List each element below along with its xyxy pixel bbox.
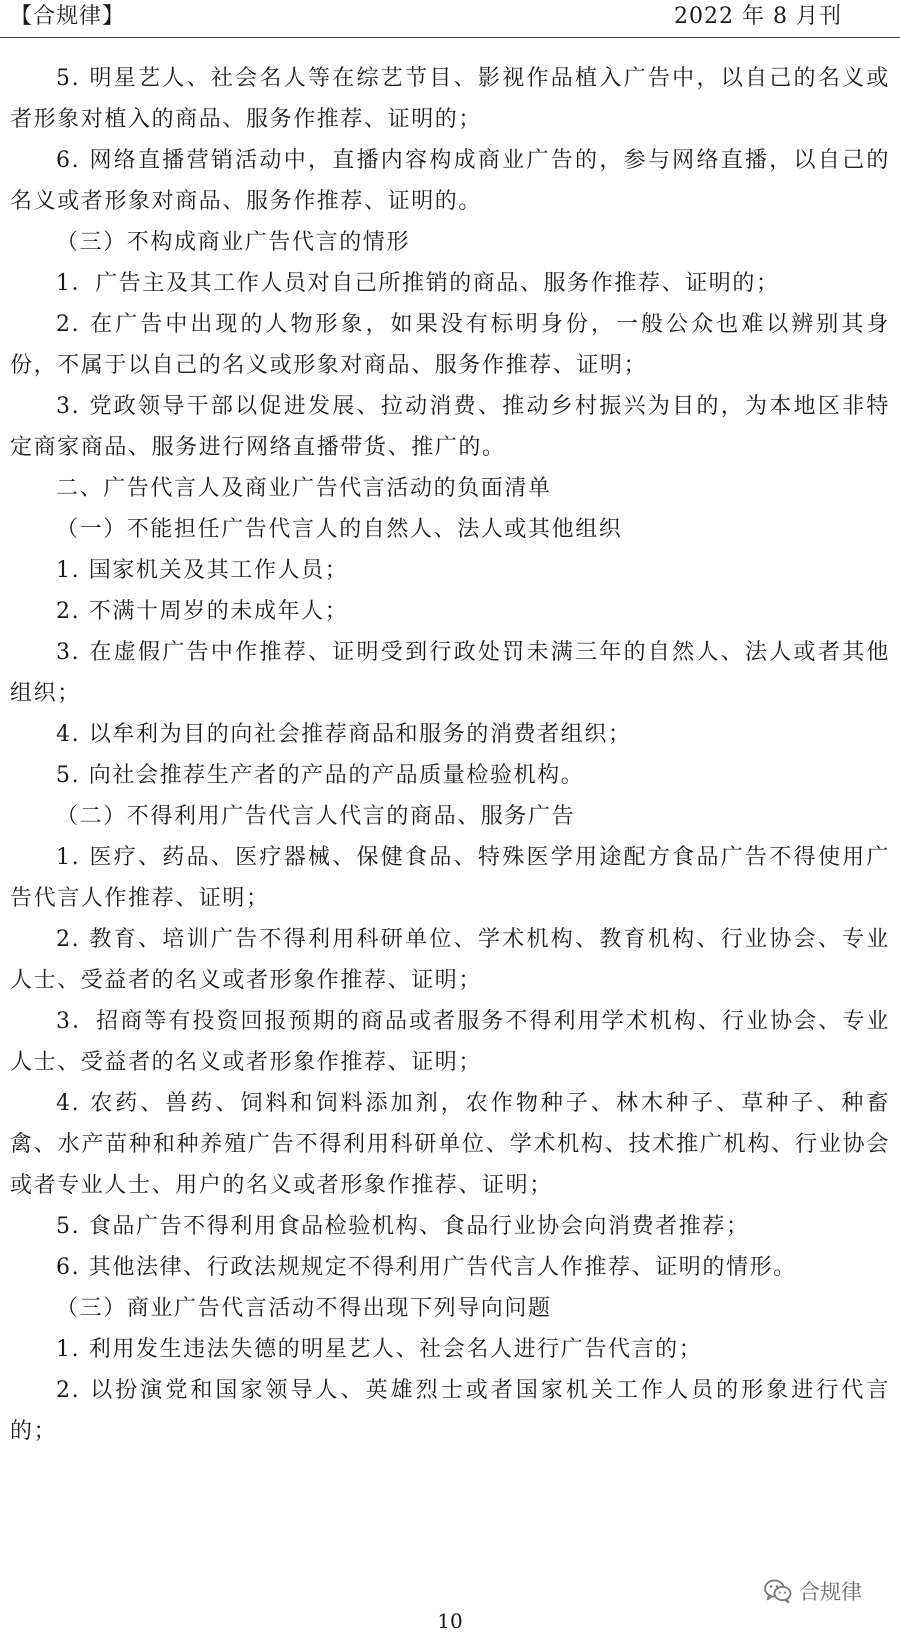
paragraph: 1. 利用发生违法失德的明星艺人、社会名人进行广告代言的； <box>56 1337 703 1362</box>
paragraph: 2. 不满十周岁的未成年人； <box>56 599 349 624</box>
paragraph: 6. 其他法律、行政法规规定不得利用广告代言人作推荐、证明的情形。 <box>56 1255 797 1280</box>
paragraph: 1．广告主及其工作人员对自己所推销的商品、服务作推荐、证明的； <box>56 271 780 296</box>
wechat-watermark <box>763 1576 862 1606</box>
paragraph: 3．招商等有投资回报预期的商品或者服务不得利用学术机构、行业协会、专业人士、受益者的名义或者形象作推荐、证明； <box>10 1009 890 1075</box>
section-heading: （三）不构成商业广告代言的情形 <box>56 230 411 255</box>
header-publication-name: 【合规律】 <box>10 4 126 29</box>
paragraph: 4. 农药、兽药、饲料和饲料添加剂，农作物种子、林木种子、草种子、种畜禽、水产苗种和种养殖广告不得利用科研单位、学术机构、技术推广机构、行业协会或者专业人士、用户的名义或者形象作推荐、证明； <box>10 1091 890 1198</box>
paragraph: 1. 国家机关及其工作人员； <box>56 558 349 583</box>
paragraph: 2. 教育、培训广告不得利用科研单位、学术机构、教育机构、行业协会、专业人士、受益者的名义或者形象作推荐、证明； <box>10 927 890 993</box>
section-heading: （一）不能担任广告代言人的自然人、法人或其他组织 <box>56 517 623 542</box>
paragraph: 6. 网络直播营销活动中，直播内容构成商业广告的，参与网络直播，以自己的名义或者形象对商品、服务作推荐、证明的。 <box>10 148 890 214</box>
paragraph: 1. 医疗、药品、医疗器械、保健食品、特殊医学用途配方食品广告不得使用广告代言人作推荐、证明； <box>10 845 890 911</box>
wechat-icon <box>763 1578 793 1604</box>
paragraph: 2. 以扮演党和国家领导人、英雄烈士或者国家机关工作人员的形象进行代言的； <box>10 1378 890 1444</box>
paragraph: 4. 以牟利为目的向社会推荐商品和服务的消费者组织； <box>56 722 632 747</box>
header-divider <box>0 37 900 38</box>
paragraph: 3. 党政领导干部以促进发展、拉动消费、推动乡村振兴为目的，为本地区非特定商家商品、服务进行网络直播带货、推广的。 <box>10 394 890 460</box>
watermark-label: 合规律 <box>799 1580 862 1604</box>
page-number: 10 <box>437 1609 463 1633</box>
paragraph: 2. 在广告中出现的人物形象，如果没有标明身份，一般公众也难以辨别其身份，不属于以自己的名义或形象对商品、服务作推荐、证明； <box>10 312 890 378</box>
header-issue-date: 2022 年 8 月刊 <box>674 4 842 29</box>
paragraph: 5. 食品广告不得利用食品检验机构、食品行业协会向消费者推荐； <box>56 1214 750 1239</box>
paragraph: 3. 在虚假广告中作推荐、证明受到行政处罚未满三年的自然人、法人或者其他组织； <box>10 640 890 706</box>
document-body <box>10 58 890 1452</box>
paragraph: 5. 明星艺人、社会名人等在综艺节目、影视作品植入广告中，以自己的名义或者形象对植入的商品、服务作推荐、证明的； <box>10 66 890 132</box>
section-heading: （三）商业广告代言活动不得出现下列导向问题 <box>56 1296 552 1321</box>
paragraph: 5. 向社会推荐生产者的产品的产品质量检验机构。 <box>56 763 585 788</box>
page-header <box>0 0 900 40</box>
section-heading: 二、广告代言人及商业广告代言活动的负面清单 <box>56 476 552 501</box>
section-heading: （二）不得利用广告代言人代言的商品、服务广告 <box>56 804 576 829</box>
